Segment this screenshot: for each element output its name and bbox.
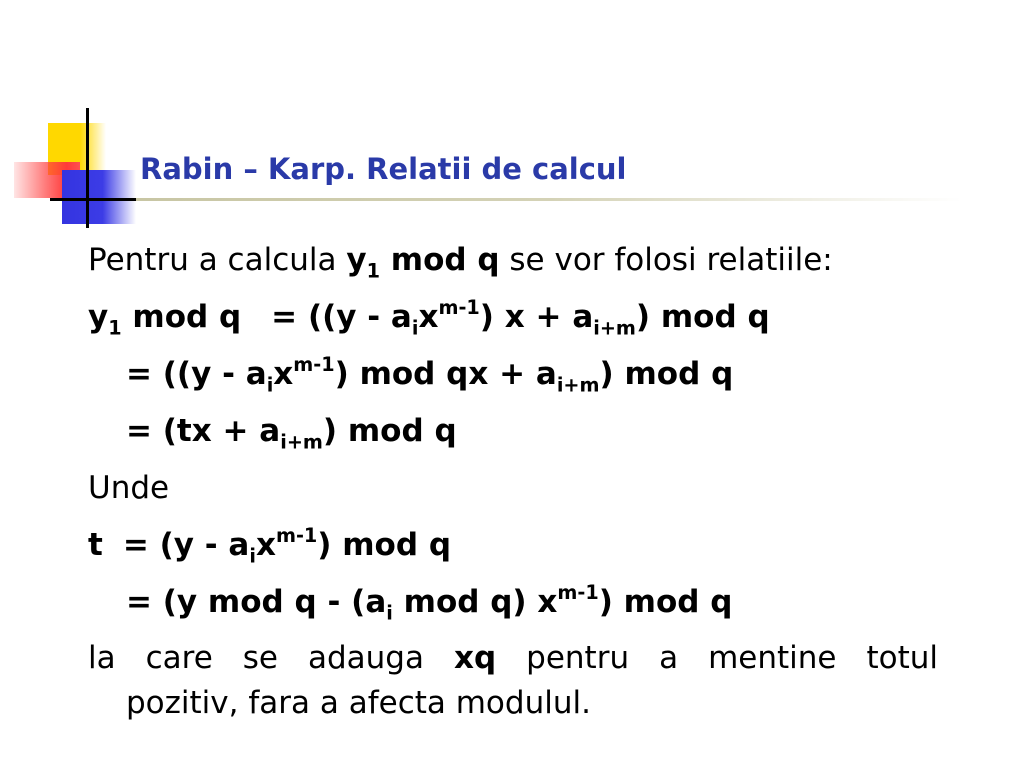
equation-line-5: = (y mod q - ($a_i$ mod q) $x^{m-1}$) mod q — [126, 580, 733, 625]
intro-line: Pentru a calcula $y_1$ mod q se vor folosi relatiile: — [88, 242, 833, 283]
unde-label: Unde — [88, 470, 170, 506]
horizontal-rule-decoration — [50, 198, 142, 201]
blue-square-decoration — [62, 170, 136, 224]
yellow-square-decoration — [48, 123, 106, 175]
closing-paragraph — [88, 636, 938, 726]
equation-line-2: = ($(y - a_ix^{m-1})$ mod qx + $a_{i+m}$) mod q — [126, 352, 734, 397]
red-square-decoration — [14, 162, 80, 198]
slide-body — [88, 232, 938, 726]
equation-line-1: $y_1$ mod $q = ((y - a_ix^{m-1})$ $x + a_{i+m}$) mod q — [88, 295, 770, 340]
closing-line-1: la care se adauga xq pentru a mentine totul — [88, 640, 938, 676]
slide-title: Rabin – Karp. Relatii de calcul — [140, 152, 627, 186]
vertical-rule-decoration — [86, 108, 89, 228]
title-underline — [136, 198, 962, 201]
equation-line-4: $t = (y - a_ix^{m-1})$ mod q — [88, 523, 452, 568]
slide-logo-decoration — [0, 0, 1024, 240]
equation-line-3: = $(tx + a_{i+m})$ mod q — [126, 413, 457, 454]
closing-line-2: pozitiv, fara a afecta modulul. — [126, 685, 591, 721]
